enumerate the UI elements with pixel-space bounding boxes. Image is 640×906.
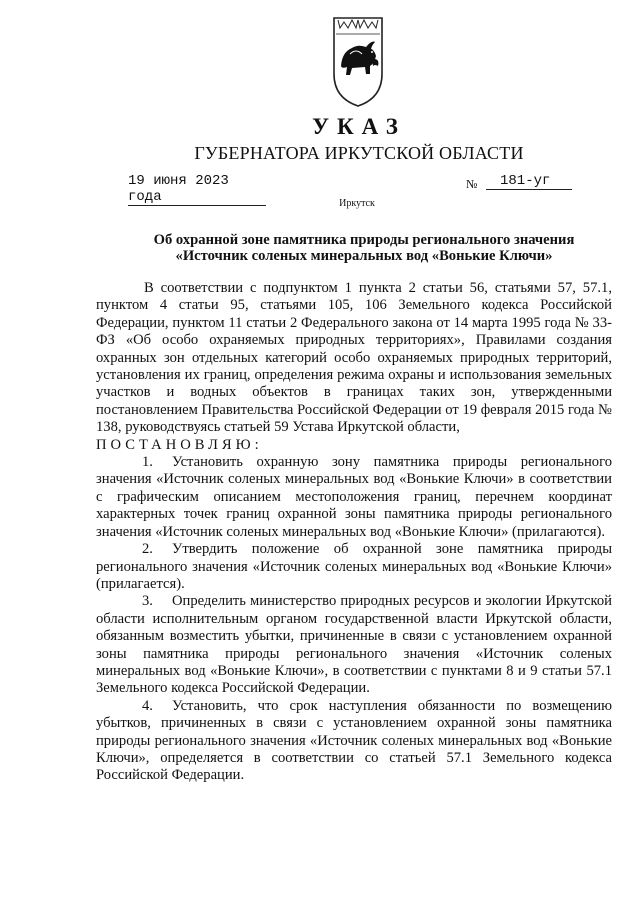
heading-line-1: Об охранной зоне памятника природы регионального значения <box>153 232 575 248</box>
item-text: Установить охранную зону памятника природы регионального значения «Источник соленых минеральных вод «Вонькие Ключи» в соответствии с графическим описанием местоположения границ, перечнем координат характерных точек границ охранной зоны памятника природы регионального значения «Источник соленых минеральных вод «Вонькие Ключи» (прилагаются). <box>96 454 612 540</box>
list-item <box>96 454 612 541</box>
preamble-paragraph: В соответствии с подпунктом 1 пункта 2 статьи 56, статьями 57, 57.1, пунктом 4 статьи 95, статьями 105, 106 Земельного кодекса Российской Федерации, пунктом 11 статьи 2 Федерального закона от 14 марта 1995 года № 33-ФЗ «Об особо охраняемых природных территориях», Правилами создания охранных зон отдельных категорий особо охраняемых природных территорий, установления их границ, определения режима охраны и использования земельных участков и водных объектов в границах таких зон, утвержденными постановлением Правительства Российской Федерации от 19 февраля 2015 года № 138, руководствуясь статьей 59 Устава Иркутской области, <box>96 280 612 436</box>
document-date: 19 июня 2023 года <box>128 173 266 206</box>
document-heading <box>96 232 632 264</box>
list-item <box>96 593 612 697</box>
coat-of-arms-icon <box>328 14 388 108</box>
item-number: 2. <box>142 541 153 558</box>
item-text: Установить, что срок наступления обязанности по возмещению убытков, причиненных в связи с установлением охранной зоны памятника природы регионального значения «Источник соленых минеральных вод «Вонькие Ключи», определяется в соответствии со статьей 57.1 Земельного кодекса Российской Федерации. <box>96 697 612 784</box>
item-number: 1. <box>142 454 153 471</box>
issuer-title: ГУБЕРНАТОРА ИРКУТСКОЙ ОБЛАСТИ <box>194 143 524 163</box>
document-type-title: УКАЗ <box>312 114 406 139</box>
item-text: Определить министерство природных ресурсов и экологии Иркутской области исполнительным органом государственной власти Иркутской области, обязанным возместить убытки, причиненные в связи с установлением охранной зоны памятника природы регионального значения «Источник соленых минеральных вод «Вонькие Ключи», в соответствии с пунктами 8 и 9 статьи 57.1 Земельного кодекса Российской Федерации. <box>96 593 612 697</box>
heading-line-2: «Источник соленых минеральных вод «Вонькие Ключи» <box>175 248 553 264</box>
list-item <box>96 698 612 785</box>
item-number: 3. <box>142 593 153 610</box>
decree-word: ПОСТАНОВЛЯЮ: <box>96 436 263 453</box>
document-body <box>96 280 612 785</box>
number-sign: № <box>466 177 478 191</box>
document-city: Иркутск <box>339 198 375 209</box>
item-text: Утвердить положение об охранной зоне памятника природы регионального значения «Источник соленых минеральных вод «Вонькие Ключи» (прилагается). <box>96 541 612 592</box>
item-number: 4. <box>142 697 153 714</box>
list-item <box>96 541 612 593</box>
document-number: 181-уг <box>486 173 572 190</box>
